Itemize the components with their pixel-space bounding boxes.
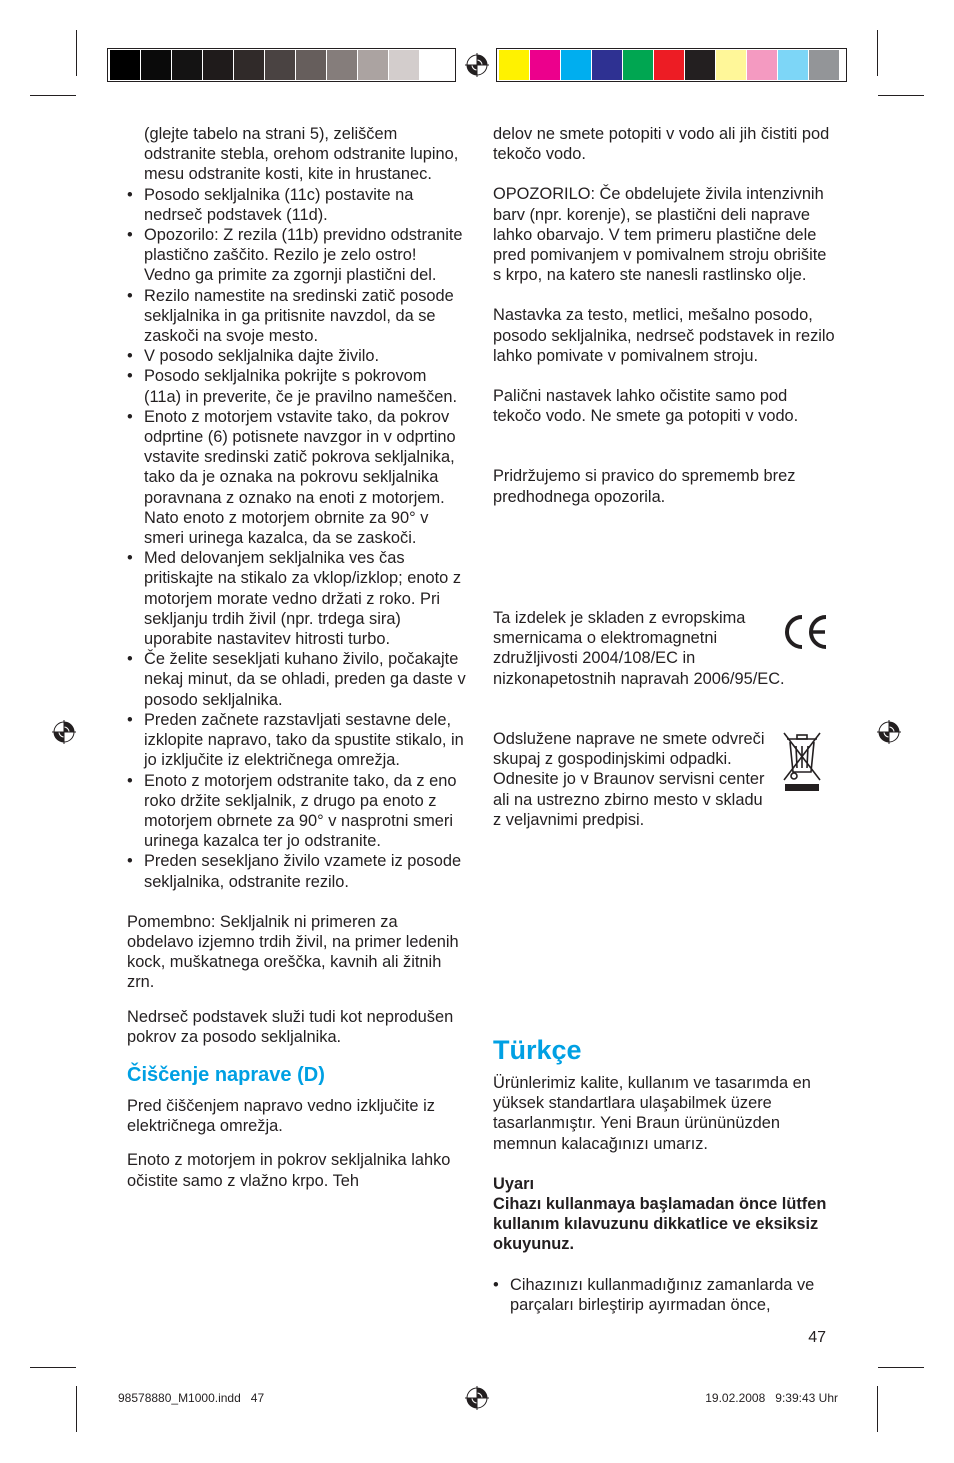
color-swatch <box>234 50 264 80</box>
list-item: • Enoto z motorjem vstavite tako, da pokrov odprtine (6) potisnete navzgor in v odprtino vstavite sredinski zatič pokrova sekljalnika, tako da je oznaka na pokrovu sekljalnika poravnana z oznako na enoti z motorjem. Nato enoto z motorjem obrnite za 90° v smeri urinega kazalca, da se zaskoči. <box>127 407 467 548</box>
color-swatch <box>110 50 140 80</box>
cleaning-paragraph: Enoto z motorjem in pokrov sekljalnika lahko očistite samo z vlažno krpo. Teh <box>127 1151 451 1190</box>
color-swatch <box>592 50 622 80</box>
slug-datetime: 19.02.2008 9:39:43 Uhr <box>705 1391 838 1405</box>
color-swatch <box>296 50 326 80</box>
crop-mark <box>76 30 77 76</box>
color-swatch <box>530 50 560 80</box>
color-swatch <box>716 50 746 80</box>
color-swatch <box>420 50 450 80</box>
color-swatch <box>389 50 419 80</box>
list-item: • Preden sesekljano živilo vzamete iz posode sekljalnika, odstranite rezilo. <box>127 851 467 891</box>
color-swatch <box>141 50 171 80</box>
weee-text: Odslužene naprave ne smete odvreči skupaj z gospodinjskimi odpadki. Odnesite jo v Braunov servisni center ali na ustrezno zbirno mesto v skladu z veljavnimi predpisi. <box>493 730 765 829</box>
turkish-list <box>493 1275 838 1315</box>
weee-statement <box>493 729 768 830</box>
color-swatch <box>747 50 777 80</box>
turkish-section <box>493 1034 838 1315</box>
warning-paragraph: OPOZORILO: Če obdelujete živila intenzivnih barv (npr. korenje), se plastični deli naprave lahko obarvajo. V tem primeru plastične dele pred pomivanjem v pomivalnem stroju obrišite s krpo, na katero ste nanesli rastlinsko olje. <box>493 185 827 285</box>
list-item: • Cihazınızı kullanmadığınız zamanlarda ve parçaları birleştirip ayırmadan önce, <box>493 1275 838 1315</box>
paragraph: Nastavka za testo, metlici, mešalno posodo, posodo sekljalnika, nedrseč podstavek in rezilo lahko pomivate v pomivalnem stroju. <box>493 306 835 365</box>
color-swatch <box>654 50 684 80</box>
list-item: • Posodo sekljalnika (11c) postavite na nedrseč podstavek (11d). <box>127 185 467 225</box>
crop-mark <box>30 95 76 96</box>
warning-title: Uyarı <box>493 1174 535 1193</box>
ce-line: smernicama o elektromagnetni <box>493 629 718 648</box>
list-item: • Preden začnete razstavljati sestavne dele, izklopite napravo, tako da spustite stikalo, in jo izključite iz električnega omrežja. <box>127 710 467 771</box>
important-note: Pomembno: Sekljalnik ni primeren za obdelavo izjemno trdih živil, na primer ledenih kock, muškatnega oreščka, kavnih ali žitnih zrn. <box>127 912 459 992</box>
ce-line: Ta izdelek je skladen z evropskima <box>493 609 746 627</box>
turkish-intro: Ürünlerimiz kalite, kullanım ve tasarımda en yüksek standartlara ulaşabilmek üzere tasarlanmıştır. Yeni Braun ürününüzden memnun kalacağınızı umarız. <box>493 1074 811 1153</box>
instruction-list <box>127 185 467 892</box>
crop-mark <box>877 30 878 76</box>
color-swatch <box>265 50 295 80</box>
base-note: Nedrseč podstavek služi tudi kot neprodušen pokrov za posodo sekljalnika. <box>127 1007 454 1046</box>
ce-line: nizkonapetostnih napravah 2006/95/EC. <box>493 669 785 688</box>
paragraph: delov ne smete potopiti v vodo ali jih čistiti pod tekočo vodo. <box>493 125 830 164</box>
registration-mark-icon <box>465 1386 489 1410</box>
cleaning-paragraph: Pred čiščenjem napravo vedno izključite iz električnega omrežja. <box>127 1096 435 1136</box>
list-item: • Opozorilo: Z rezila (11b) previdno odstranite plastično zaščito. Rezilo je zelo ostro! Vedno ga primite za zgornji plastični del. <box>127 225 467 286</box>
list-item: • Med delovanjem sekljalnika ves čas pritiskajte na stikalo za vklop/izklop; enoto z motorjem morate vedno držati z roko. Pri sekljanju trdih živil (npr. trdega sira) uporabite nastavitev hitrosti turbo. <box>127 548 467 649</box>
crop-mark <box>30 1367 76 1368</box>
registration-mark-icon <box>52 720 76 744</box>
color-swatch <box>327 50 357 80</box>
list-item: • Posodo sekljalnika pokrijte s pokrovom (11a) in preverite, če je pravilno nameščen. <box>127 366 467 406</box>
left-column <box>127 124 467 1191</box>
ce-mark-icon <box>780 613 830 651</box>
page-number: 47 <box>808 1329 826 1346</box>
list-item: • V posodo sekljalnika dajte živilo. <box>127 346 467 366</box>
slug-file-info: 98578880_M1000.indd 47 <box>118 1391 265 1405</box>
color-swatch <box>172 50 202 80</box>
intro-text: (glejte tabelo na strani 5), zeliščem odstranite stebla, orehom odstranite lupino, mesu odstranite kosti, kite in hrustanec. <box>144 125 459 184</box>
color-swatch <box>499 50 529 80</box>
crop-mark <box>878 95 924 96</box>
ce-line: združljivosti 2004/108/EC in <box>493 649 696 668</box>
warning-text: Cihazı kullanmaya başlamadan önce lütfen kullanım kılavuzunu dikkatlice ve eksiksiz okuyunuz. <box>493 1195 827 1254</box>
disclaimer: Pridržujemo si pravico do sprememb brez predhodnega opozorila. <box>493 467 796 506</box>
color-swatch <box>809 50 839 80</box>
color-swatch <box>623 50 653 80</box>
color-swatch <box>358 50 388 80</box>
color-swatch <box>203 50 233 80</box>
turkish-heading: Türkçe <box>493 1035 582 1065</box>
crop-mark <box>76 1386 77 1432</box>
color-swatch <box>685 50 715 80</box>
crop-mark <box>877 1386 878 1432</box>
right-column <box>493 124 838 507</box>
color-swatch <box>561 50 591 80</box>
registration-mark-icon <box>465 53 489 77</box>
cleaning-heading: Čiščenje naprave (D) <box>127 1063 325 1086</box>
registration-mark-icon <box>877 720 901 744</box>
crossed-out-wheelie-bin-icon <box>781 730 823 794</box>
list-item: • Enoto z motorjem odstranite tako, da z eno roko držite sekljalnik, z drugo pa enoto z motorjem obrnete za 90° v nasprotni smeri urinega kazalca ter jo odstranite. <box>127 771 467 852</box>
list-item: • Če želite sesekljati kuhano živilo, počakajte nekaj minut, da se ohladi, preden ga daste v posodo sekljalnika. <box>127 649 467 710</box>
list-item: • Rezilo namestite na sredinski zatič posode sekljalnika in ga pritisnite navzdol, da se zaskoči na svoje mesto. <box>127 286 467 347</box>
crop-mark <box>878 1367 924 1368</box>
paragraph: Palični nastavek lahko očistite samo pod tekočo vodo. Ne smete ga potopiti v vodo. <box>493 387 799 426</box>
color-swatch <box>778 50 808 80</box>
